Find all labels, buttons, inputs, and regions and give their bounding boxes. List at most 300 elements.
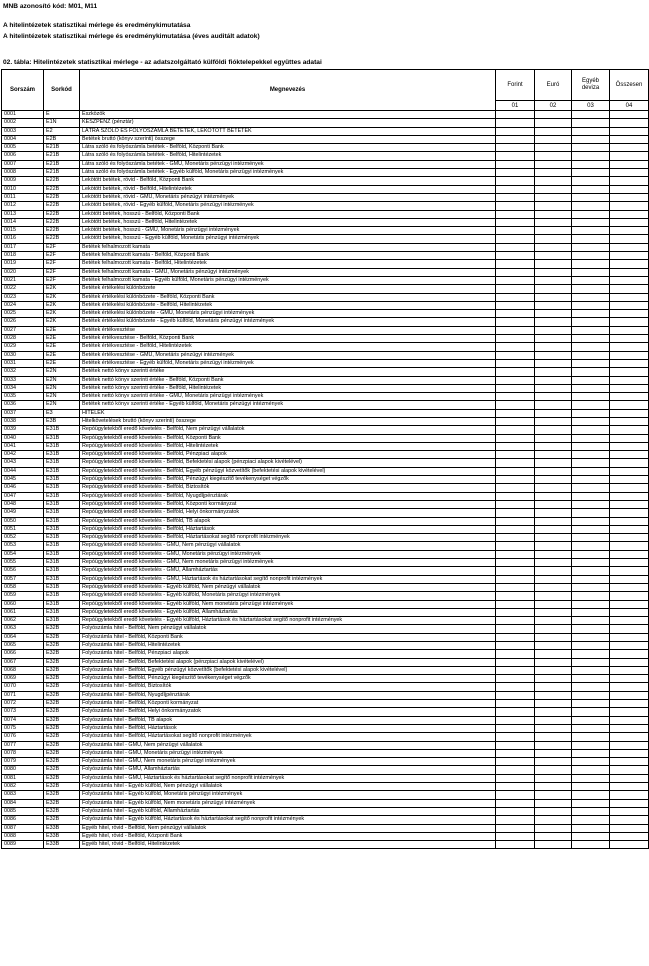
row-egyeb-deviza-cell[interactable]: [572, 268, 610, 276]
row-osszesen-cell[interactable]: [610, 169, 649, 177]
row-egyeb-deviza-cell[interactable]: [572, 235, 610, 243]
row-egyeb-deviza-cell[interactable]: [572, 260, 610, 268]
row-euro-cell[interactable]: [535, 359, 572, 367]
row-osszesen-cell[interactable]: [610, 583, 649, 591]
row-egyeb-deviza-cell[interactable]: [572, 152, 610, 160]
row-osszesen-cell[interactable]: [610, 476, 649, 484]
row-egyeb-deviza-cell[interactable]: [572, 384, 610, 392]
row-forint-cell[interactable]: [496, 567, 535, 575]
row-osszesen-cell[interactable]: [610, 185, 649, 193]
row-osszesen-cell[interactable]: [610, 666, 649, 674]
row-forint-cell[interactable]: [496, 351, 535, 359]
row-forint-cell[interactable]: [496, 575, 535, 583]
row-forint-cell[interactable]: [496, 252, 535, 260]
row-forint-cell[interactable]: [496, 218, 535, 226]
row-osszesen-cell[interactable]: [610, 193, 649, 201]
row-euro-cell[interactable]: [535, 733, 572, 741]
row-forint-cell[interactable]: [496, 675, 535, 683]
row-forint-cell[interactable]: [496, 276, 535, 284]
row-forint-cell[interactable]: [496, 633, 535, 641]
row-forint-cell[interactable]: [496, 193, 535, 201]
row-osszesen-cell[interactable]: [610, 451, 649, 459]
row-egyeb-deviza-cell[interactable]: [572, 301, 610, 309]
row-osszesen-cell[interactable]: [610, 119, 649, 127]
row-forint-cell[interactable]: [496, 758, 535, 766]
row-egyeb-deviza-cell[interactable]: [572, 633, 610, 641]
row-egyeb-deviza-cell[interactable]: [572, 642, 610, 650]
row-forint-cell[interactable]: [496, 517, 535, 525]
row-euro-cell[interactable]: [535, 160, 572, 168]
row-egyeb-deviza-cell[interactable]: [572, 401, 610, 409]
row-egyeb-deviza-cell[interactable]: [572, 608, 610, 616]
row-euro-cell[interactable]: [535, 318, 572, 326]
row-euro-cell[interactable]: [535, 716, 572, 724]
row-osszesen-cell[interactable]: [610, 500, 649, 508]
row-osszesen-cell[interactable]: [610, 542, 649, 550]
row-forint-cell[interactable]: [496, 708, 535, 716]
row-osszesen-cell[interactable]: [610, 160, 649, 168]
row-osszesen-cell[interactable]: [610, 409, 649, 417]
row-osszesen-cell[interactable]: [610, 683, 649, 691]
row-egyeb-deviza-cell[interactable]: [572, 807, 610, 815]
row-osszesen-cell[interactable]: [610, 816, 649, 824]
row-osszesen-cell[interactable]: [610, 575, 649, 583]
row-euro-cell[interactable]: [535, 575, 572, 583]
row-forint-cell[interactable]: [496, 534, 535, 542]
row-forint-cell[interactable]: [496, 160, 535, 168]
row-forint-cell[interactable]: [496, 542, 535, 550]
row-egyeb-deviza-cell[interactable]: [572, 575, 610, 583]
row-forint-cell[interactable]: [496, 301, 535, 309]
row-euro-cell[interactable]: [535, 766, 572, 774]
row-egyeb-deviza-cell[interactable]: [572, 567, 610, 575]
row-forint-cell[interactable]: [496, 119, 535, 127]
row-osszesen-cell[interactable]: [610, 650, 649, 658]
row-egyeb-deviza-cell[interactable]: [572, 476, 610, 484]
row-euro-cell[interactable]: [535, 426, 572, 434]
row-forint-cell[interactable]: [496, 509, 535, 517]
row-forint-cell[interactable]: [496, 318, 535, 326]
row-forint-cell[interactable]: [496, 442, 535, 450]
row-osszesen-cell[interactable]: [610, 442, 649, 450]
row-egyeb-deviza-cell[interactable]: [572, 724, 610, 732]
row-forint-cell[interactable]: [496, 592, 535, 600]
row-euro-cell[interactable]: [535, 235, 572, 243]
row-forint-cell[interactable]: [496, 600, 535, 608]
row-egyeb-deviza-cell[interactable]: [572, 700, 610, 708]
row-euro-cell[interactable]: [535, 144, 572, 152]
row-euro-cell[interactable]: [535, 658, 572, 666]
row-euro-cell[interactable]: [535, 285, 572, 293]
row-osszesen-cell[interactable]: [610, 642, 649, 650]
row-euro-cell[interactable]: [535, 326, 572, 334]
row-egyeb-deviza-cell[interactable]: [572, 766, 610, 774]
row-euro-cell[interactable]: [535, 625, 572, 633]
row-egyeb-deviza-cell[interactable]: [572, 160, 610, 168]
row-euro-cell[interactable]: [535, 177, 572, 185]
row-osszesen-cell[interactable]: [610, 326, 649, 334]
row-forint-cell[interactable]: [496, 343, 535, 351]
row-egyeb-deviza-cell[interactable]: [572, 185, 610, 193]
row-egyeb-deviza-cell[interactable]: [572, 393, 610, 401]
row-forint-cell[interactable]: [496, 841, 535, 849]
row-forint-cell[interactable]: [496, 135, 535, 143]
row-forint-cell[interactable]: [496, 169, 535, 177]
row-osszesen-cell[interactable]: [610, 343, 649, 351]
row-osszesen-cell[interactable]: [610, 177, 649, 185]
row-euro-cell[interactable]: [535, 642, 572, 650]
row-euro-cell[interactable]: [535, 442, 572, 450]
row-euro-cell[interactable]: [535, 700, 572, 708]
row-osszesen-cell[interactable]: [610, 459, 649, 467]
row-euro-cell[interactable]: [535, 484, 572, 492]
row-osszesen-cell[interactable]: [610, 525, 649, 533]
row-euro-cell[interactable]: [535, 608, 572, 616]
row-forint-cell[interactable]: [496, 426, 535, 434]
row-forint-cell[interactable]: [496, 799, 535, 807]
row-euro-cell[interactable]: [535, 807, 572, 815]
row-egyeb-deviza-cell[interactable]: [572, 625, 610, 633]
row-euro-cell[interactable]: [535, 559, 572, 567]
row-egyeb-deviza-cell[interactable]: [572, 119, 610, 127]
row-egyeb-deviza-cell[interactable]: [572, 467, 610, 475]
row-egyeb-deviza-cell[interactable]: [572, 451, 610, 459]
row-forint-cell[interactable]: [496, 335, 535, 343]
row-egyeb-deviza-cell[interactable]: [572, 326, 610, 334]
row-osszesen-cell[interactable]: [610, 741, 649, 749]
row-euro-cell[interactable]: [535, 193, 572, 201]
row-osszesen-cell[interactable]: [610, 600, 649, 608]
row-euro-cell[interactable]: [535, 741, 572, 749]
row-egyeb-deviza-cell[interactable]: [572, 617, 610, 625]
row-euro-cell[interactable]: [535, 218, 572, 226]
row-forint-cell[interactable]: [496, 824, 535, 832]
row-osszesen-cell[interactable]: [610, 517, 649, 525]
row-forint-cell[interactable]: [496, 467, 535, 475]
row-euro-cell[interactable]: [535, 633, 572, 641]
row-egyeb-deviza-cell[interactable]: [572, 193, 610, 201]
row-egyeb-deviza-cell[interactable]: [572, 409, 610, 417]
row-egyeb-deviza-cell[interactable]: [572, 741, 610, 749]
row-euro-cell[interactable]: [535, 202, 572, 210]
row-egyeb-deviza-cell[interactable]: [572, 218, 610, 226]
row-euro-cell[interactable]: [535, 417, 572, 425]
row-osszesen-cell[interactable]: [610, 276, 649, 284]
row-euro-cell[interactable]: [535, 567, 572, 575]
row-euro-cell[interactable]: [535, 169, 572, 177]
row-egyeb-deviza-cell[interactable]: [572, 517, 610, 525]
row-euro-cell[interactable]: [535, 650, 572, 658]
row-osszesen-cell[interactable]: [610, 766, 649, 774]
row-forint-cell[interactable]: [496, 409, 535, 417]
row-forint-cell[interactable]: [496, 559, 535, 567]
row-forint-cell[interactable]: [496, 791, 535, 799]
row-euro-cell[interactable]: [535, 666, 572, 674]
row-forint-cell[interactable]: [496, 741, 535, 749]
row-forint-cell[interactable]: [496, 749, 535, 757]
row-euro-cell[interactable]: [535, 185, 572, 193]
row-osszesen-cell[interactable]: [610, 268, 649, 276]
row-osszesen-cell[interactable]: [610, 492, 649, 500]
row-euro-cell[interactable]: [535, 393, 572, 401]
row-osszesen-cell[interactable]: [610, 550, 649, 558]
row-osszesen-cell[interactable]: [610, 733, 649, 741]
row-euro-cell[interactable]: [535, 542, 572, 550]
row-forint-cell[interactable]: [496, 260, 535, 268]
row-forint-cell[interactable]: [496, 608, 535, 616]
row-euro-cell[interactable]: [535, 301, 572, 309]
row-euro-cell[interactable]: [535, 351, 572, 359]
row-forint-cell[interactable]: [496, 724, 535, 732]
row-osszesen-cell[interactable]: [610, 758, 649, 766]
row-osszesen-cell[interactable]: [610, 484, 649, 492]
row-osszesen-cell[interactable]: [610, 633, 649, 641]
row-osszesen-cell[interactable]: [610, 243, 649, 251]
row-osszesen-cell[interactable]: [610, 791, 649, 799]
row-euro-cell[interactable]: [535, 758, 572, 766]
row-forint-cell[interactable]: [496, 210, 535, 218]
row-osszesen-cell[interactable]: [610, 335, 649, 343]
row-egyeb-deviza-cell[interactable]: [572, 799, 610, 807]
row-forint-cell[interactable]: [496, 617, 535, 625]
row-forint-cell[interactable]: [496, 666, 535, 674]
row-egyeb-deviza-cell[interactable]: [572, 459, 610, 467]
row-forint-cell[interactable]: [496, 766, 535, 774]
row-euro-cell[interactable]: [535, 467, 572, 475]
row-euro-cell[interactable]: [535, 401, 572, 409]
row-euro-cell[interactable]: [535, 832, 572, 840]
row-egyeb-deviza-cell[interactable]: [572, 368, 610, 376]
row-euro-cell[interactable]: [535, 492, 572, 500]
row-osszesen-cell[interactable]: [610, 351, 649, 359]
row-osszesen-cell[interactable]: [610, 774, 649, 782]
row-egyeb-deviza-cell[interactable]: [572, 583, 610, 591]
row-egyeb-deviza-cell[interactable]: [572, 525, 610, 533]
row-egyeb-deviza-cell[interactable]: [572, 426, 610, 434]
row-euro-cell[interactable]: [535, 343, 572, 351]
row-forint-cell[interactable]: [496, 832, 535, 840]
row-osszesen-cell[interactable]: [610, 716, 649, 724]
row-egyeb-deviza-cell[interactable]: [572, 111, 610, 119]
row-egyeb-deviza-cell[interactable]: [572, 492, 610, 500]
row-egyeb-deviza-cell[interactable]: [572, 749, 610, 757]
row-egyeb-deviza-cell[interactable]: [572, 127, 610, 135]
row-forint-cell[interactable]: [496, 235, 535, 243]
row-euro-cell[interactable]: [535, 227, 572, 235]
row-egyeb-deviza-cell[interactable]: [572, 666, 610, 674]
row-egyeb-deviza-cell[interactable]: [572, 816, 610, 824]
row-forint-cell[interactable]: [496, 774, 535, 782]
row-forint-cell[interactable]: [496, 658, 535, 666]
row-egyeb-deviza-cell[interactable]: [572, 758, 610, 766]
row-forint-cell[interactable]: [496, 451, 535, 459]
row-osszesen-cell[interactable]: [610, 235, 649, 243]
row-osszesen-cell[interactable]: [610, 293, 649, 301]
row-osszesen-cell[interactable]: [610, 567, 649, 575]
row-forint-cell[interactable]: [496, 700, 535, 708]
row-forint-cell[interactable]: [496, 683, 535, 691]
row-euro-cell[interactable]: [535, 708, 572, 716]
row-osszesen-cell[interactable]: [610, 700, 649, 708]
row-egyeb-deviza-cell[interactable]: [572, 783, 610, 791]
row-osszesen-cell[interactable]: [610, 417, 649, 425]
row-forint-cell[interactable]: [496, 650, 535, 658]
row-forint-cell[interactable]: [496, 268, 535, 276]
row-forint-cell[interactable]: [496, 111, 535, 119]
row-osszesen-cell[interactable]: [610, 260, 649, 268]
row-egyeb-deviza-cell[interactable]: [572, 169, 610, 177]
row-forint-cell[interactable]: [496, 285, 535, 293]
row-forint-cell[interactable]: [496, 807, 535, 815]
row-forint-cell[interactable]: [496, 716, 535, 724]
row-osszesen-cell[interactable]: [610, 592, 649, 600]
row-forint-cell[interactable]: [496, 476, 535, 484]
row-osszesen-cell[interactable]: [610, 534, 649, 542]
row-osszesen-cell[interactable]: [610, 393, 649, 401]
row-egyeb-deviza-cell[interactable]: [572, 252, 610, 260]
row-osszesen-cell[interactable]: [610, 384, 649, 392]
row-osszesen-cell[interactable]: [610, 799, 649, 807]
row-osszesen-cell[interactable]: [610, 832, 649, 840]
row-egyeb-deviza-cell[interactable]: [572, 774, 610, 782]
row-osszesen-cell[interactable]: [610, 301, 649, 309]
row-egyeb-deviza-cell[interactable]: [572, 227, 610, 235]
row-egyeb-deviza-cell[interactable]: [572, 824, 610, 832]
row-egyeb-deviza-cell[interactable]: [572, 177, 610, 185]
row-euro-cell[interactable]: [535, 841, 572, 849]
row-euro-cell[interactable]: [535, 119, 572, 127]
row-euro-cell[interactable]: [535, 816, 572, 824]
row-euro-cell[interactable]: [535, 683, 572, 691]
row-osszesen-cell[interactable]: [610, 310, 649, 318]
row-forint-cell[interactable]: [496, 417, 535, 425]
row-osszesen-cell[interactable]: [610, 368, 649, 376]
row-forint-cell[interactable]: [496, 691, 535, 699]
row-euro-cell[interactable]: [535, 376, 572, 384]
row-forint-cell[interactable]: [496, 783, 535, 791]
row-euro-cell[interactable]: [535, 799, 572, 807]
row-osszesen-cell[interactable]: [610, 625, 649, 633]
row-egyeb-deviza-cell[interactable]: [572, 243, 610, 251]
row-forint-cell[interactable]: [496, 492, 535, 500]
row-forint-cell[interactable]: [496, 459, 535, 467]
row-forint-cell[interactable]: [496, 550, 535, 558]
row-forint-cell[interactable]: [496, 384, 535, 392]
row-egyeb-deviza-cell[interactable]: [572, 600, 610, 608]
row-forint-cell[interactable]: [496, 525, 535, 533]
row-egyeb-deviza-cell[interactable]: [572, 276, 610, 284]
row-egyeb-deviza-cell[interactable]: [572, 310, 610, 318]
row-euro-cell[interactable]: [535, 276, 572, 284]
row-egyeb-deviza-cell[interactable]: [572, 500, 610, 508]
row-forint-cell[interactable]: [496, 401, 535, 409]
row-osszesen-cell[interactable]: [610, 509, 649, 517]
row-egyeb-deviza-cell[interactable]: [572, 417, 610, 425]
row-euro-cell[interactable]: [535, 583, 572, 591]
row-euro-cell[interactable]: [535, 783, 572, 791]
row-osszesen-cell[interactable]: [610, 559, 649, 567]
row-egyeb-deviza-cell[interactable]: [572, 135, 610, 143]
row-euro-cell[interactable]: [535, 310, 572, 318]
row-osszesen-cell[interactable]: [610, 708, 649, 716]
row-osszesen-cell[interactable]: [610, 218, 649, 226]
row-egyeb-deviza-cell[interactable]: [572, 376, 610, 384]
row-forint-cell[interactable]: [496, 202, 535, 210]
row-osszesen-cell[interactable]: [610, 675, 649, 683]
row-osszesen-cell[interactable]: [610, 841, 649, 849]
row-osszesen-cell[interactable]: [610, 144, 649, 152]
row-egyeb-deviza-cell[interactable]: [572, 293, 610, 301]
row-egyeb-deviza-cell[interactable]: [572, 335, 610, 343]
row-euro-cell[interactable]: [535, 335, 572, 343]
row-osszesen-cell[interactable]: [610, 434, 649, 442]
row-forint-cell[interactable]: [496, 393, 535, 401]
row-forint-cell[interactable]: [496, 642, 535, 650]
row-euro-cell[interactable]: [535, 600, 572, 608]
row-forint-cell[interactable]: [496, 368, 535, 376]
row-egyeb-deviza-cell[interactable]: [572, 434, 610, 442]
row-egyeb-deviza-cell[interactable]: [572, 675, 610, 683]
row-forint-cell[interactable]: [496, 500, 535, 508]
row-egyeb-deviza-cell[interactable]: [572, 841, 610, 849]
row-egyeb-deviza-cell[interactable]: [572, 351, 610, 359]
row-euro-cell[interactable]: [535, 127, 572, 135]
row-osszesen-cell[interactable]: [610, 617, 649, 625]
row-euro-cell[interactable]: [535, 592, 572, 600]
row-euro-cell[interactable]: [535, 252, 572, 260]
row-egyeb-deviza-cell[interactable]: [572, 484, 610, 492]
row-osszesen-cell[interactable]: [610, 285, 649, 293]
row-euro-cell[interactable]: [535, 152, 572, 160]
row-euro-cell[interactable]: [535, 260, 572, 268]
row-forint-cell[interactable]: [496, 359, 535, 367]
row-egyeb-deviza-cell[interactable]: [572, 509, 610, 517]
row-euro-cell[interactable]: [535, 243, 572, 251]
row-euro-cell[interactable]: [535, 434, 572, 442]
row-forint-cell[interactable]: [496, 484, 535, 492]
row-osszesen-cell[interactable]: [610, 135, 649, 143]
row-euro-cell[interactable]: [535, 534, 572, 542]
row-egyeb-deviza-cell[interactable]: [572, 202, 610, 210]
row-forint-cell[interactable]: [496, 185, 535, 193]
row-forint-cell[interactable]: [496, 733, 535, 741]
row-euro-cell[interactable]: [535, 724, 572, 732]
row-osszesen-cell[interactable]: [610, 401, 649, 409]
row-forint-cell[interactable]: [496, 376, 535, 384]
row-euro-cell[interactable]: [535, 550, 572, 558]
row-egyeb-deviza-cell[interactable]: [572, 343, 610, 351]
row-euro-cell[interactable]: [535, 210, 572, 218]
row-osszesen-cell[interactable]: [610, 202, 649, 210]
row-forint-cell[interactable]: [496, 434, 535, 442]
row-osszesen-cell[interactable]: [610, 824, 649, 832]
row-osszesen-cell[interactable]: [610, 111, 649, 119]
row-forint-cell[interactable]: [496, 243, 535, 251]
row-forint-cell[interactable]: [496, 293, 535, 301]
row-egyeb-deviza-cell[interactable]: [572, 683, 610, 691]
row-egyeb-deviza-cell[interactable]: [572, 442, 610, 450]
row-forint-cell[interactable]: [496, 177, 535, 185]
row-osszesen-cell[interactable]: [610, 227, 649, 235]
row-osszesen-cell[interactable]: [610, 127, 649, 135]
row-forint-cell[interactable]: [496, 625, 535, 633]
row-euro-cell[interactable]: [535, 675, 572, 683]
row-egyeb-deviza-cell[interactable]: [572, 550, 610, 558]
row-osszesen-cell[interactable]: [610, 608, 649, 616]
row-euro-cell[interactable]: [535, 451, 572, 459]
row-euro-cell[interactable]: [535, 459, 572, 467]
row-osszesen-cell[interactable]: [610, 783, 649, 791]
